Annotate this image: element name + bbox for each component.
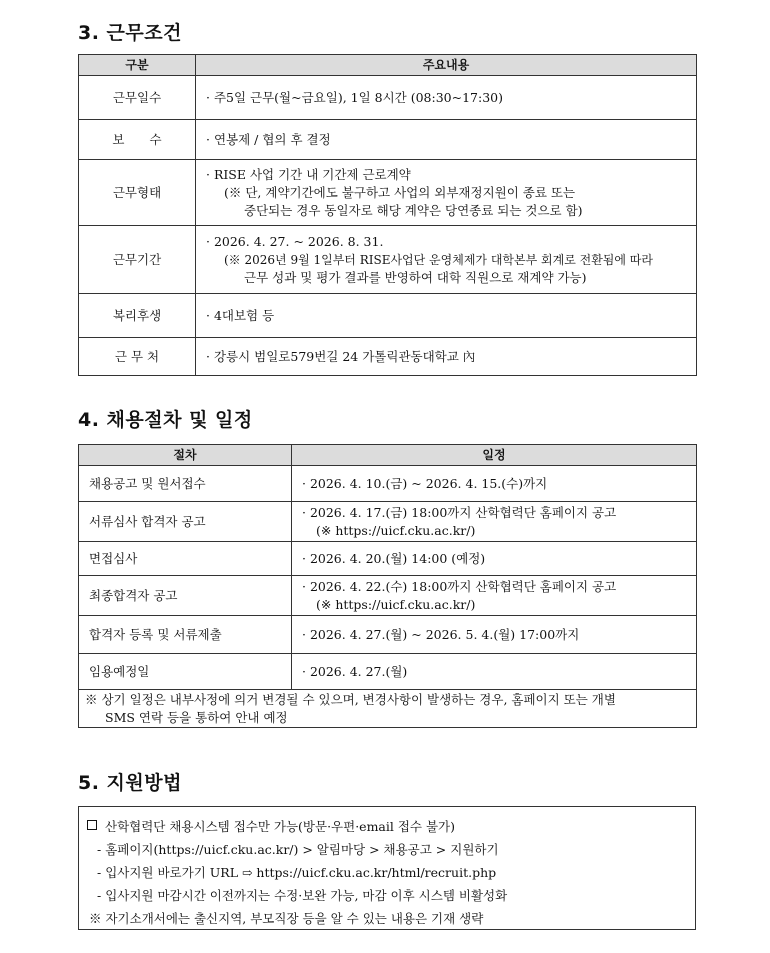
table-row [79,466,697,502]
schedule-line: · 2026. 4. 27.(월) [302,663,408,679]
step-schedule [292,576,697,616]
content-line: · 주5일 근무(월~금요일), 1일 8시간 (08:30~17:30) [206,89,503,105]
header-schedule: 일정 [292,445,697,466]
schedule-line: · 2026. 4. 20.(월) 14:00 (예정) [302,550,486,566]
section-5-title: 5. 지원방법 [78,772,182,794]
row-label: 근무일수 [79,76,196,120]
table-row [79,654,697,690]
header-category: 구분 [79,55,196,76]
step-schedule [292,616,697,654]
table-row [79,338,697,376]
schedule-note-row [79,690,697,728]
table-row [79,502,697,542]
section-3-title: 3. 근무조건 [78,22,182,44]
step-label: 임용예정일 [79,654,292,690]
table-row [79,120,697,160]
table-row [79,294,697,338]
url-line: (※ https://uicf.cku.ac.kr/) [316,596,476,612]
header-content: 주요내용 [196,55,697,76]
row-label: 근 무 처 [79,338,196,376]
row-content [196,226,697,294]
method-item: - 홈페이지(https://uicf.cku.ac.kr/) > 알림마당 > 채용공고 > 지원하기 [97,842,499,857]
method-item: - 입사지원 바로가기 URL ⇨ https://uicf.cku.ac.kr/html/recruit.php [97,865,497,880]
content-line: · 연봉제 / 협의 후 결정 [206,131,331,147]
step-label: 서류심사 합격자 공고 [79,502,292,542]
header-step: 절차 [79,445,292,466]
url-line: (※ https://uicf.cku.ac.kr/) [316,522,476,538]
work-conditions-table [78,54,697,376]
schedule-line: · 2026. 4. 17.(금) 18:00까지 산학협력단 홈페이지 공고 [302,504,617,520]
table-row [79,616,697,654]
row-content [196,160,697,226]
content-line: · 4대보험 등 [206,307,275,323]
schedule-line: · 2026. 4. 22.(수) 18:00까지 산학협력단 홈페이지 공고 [302,578,617,594]
content-line: (※ 단, 계약기간에도 불구하고 사업의 외부재정지원이 종료 또는 [224,184,576,200]
note-line: ※ 상기 일정은 내부사정에 의거 변경될 수 있으며, 변경사항이 발생하는 경우, 홈페이지 또는 개별 [85,691,616,707]
row-content [196,76,697,120]
row-label: 보 수 [79,120,196,160]
content-line: · RISE 사업 기간 내 기간제 근로계약 [206,166,411,182]
section-4-title: 4. 채용절차 및 일정 [78,409,253,431]
table-row [79,226,697,294]
row-content [196,294,697,338]
row-content [196,338,697,376]
table-header-row [79,55,697,76]
application-method-box [78,806,696,930]
row-label: 근무기간 [79,226,196,294]
schedule-table [78,444,697,728]
schedule-line: · 2026. 4. 10.(금) ~ 2026. 4. 15.(수)까지 [302,475,548,491]
row-content [196,120,697,160]
table-row [79,76,697,120]
content-line: (※ 2026년 9월 1일부터 RISE사업단 운영체제가 대학본부 회계로 전환됨에 따라 [224,252,653,267]
schedule-note [79,690,697,728]
content-line: 중단되는 경우 동일자로 해당 계약은 당연종료 되는 것으로 함) [244,202,583,218]
row-label: 복리후생 [79,294,196,338]
table-row [79,160,697,226]
note-line: SMS 연락 등을 통하여 안내 예정 [105,709,288,725]
schedule-line: · 2026. 4. 27.(월) ~ 2026. 5. 4.(월) 17:00까지 [302,626,580,642]
step-label: 합격자 등록 및 서류제출 [79,616,292,654]
content-line: 근무 성과 및 평가 결과를 반영하여 대학 직원으로 재계약 가능) [244,269,587,285]
step-label: 최종합격자 공고 [79,576,292,616]
table-row [79,542,697,576]
checkbox-square-icon [87,820,97,830]
main-method-text: 산학협력단 채용시스템 접수만 가능(방문·우편·email 접수 불가) [105,819,455,834]
content-line: · 강릉시 범일로579번길 24 가톨릭관동대학교 內 [206,348,476,364]
main-method [87,815,695,838]
step-schedule [292,654,697,690]
table-row [79,576,697,616]
method-item: - 입사지원 마감시간 이전까지는 수정·보완 가능, 마감 이후 시스템 비활성화 [97,888,508,903]
row-label: 근무형태 [79,160,196,226]
content-line: · 2026. 4. 27. ~ 2026. 8. 31. [206,233,384,249]
step-label: 면접심사 [79,542,292,576]
step-label: 채용공고 및 원서접수 [79,466,292,502]
step-schedule [292,502,697,542]
step-schedule [292,466,697,502]
step-schedule [292,542,697,576]
method-note: ※ 자기소개서에는 출신지역, 부모직장 등을 알 수 있는 내용은 기재 생략 [89,911,484,926]
table-header-row [79,445,697,466]
